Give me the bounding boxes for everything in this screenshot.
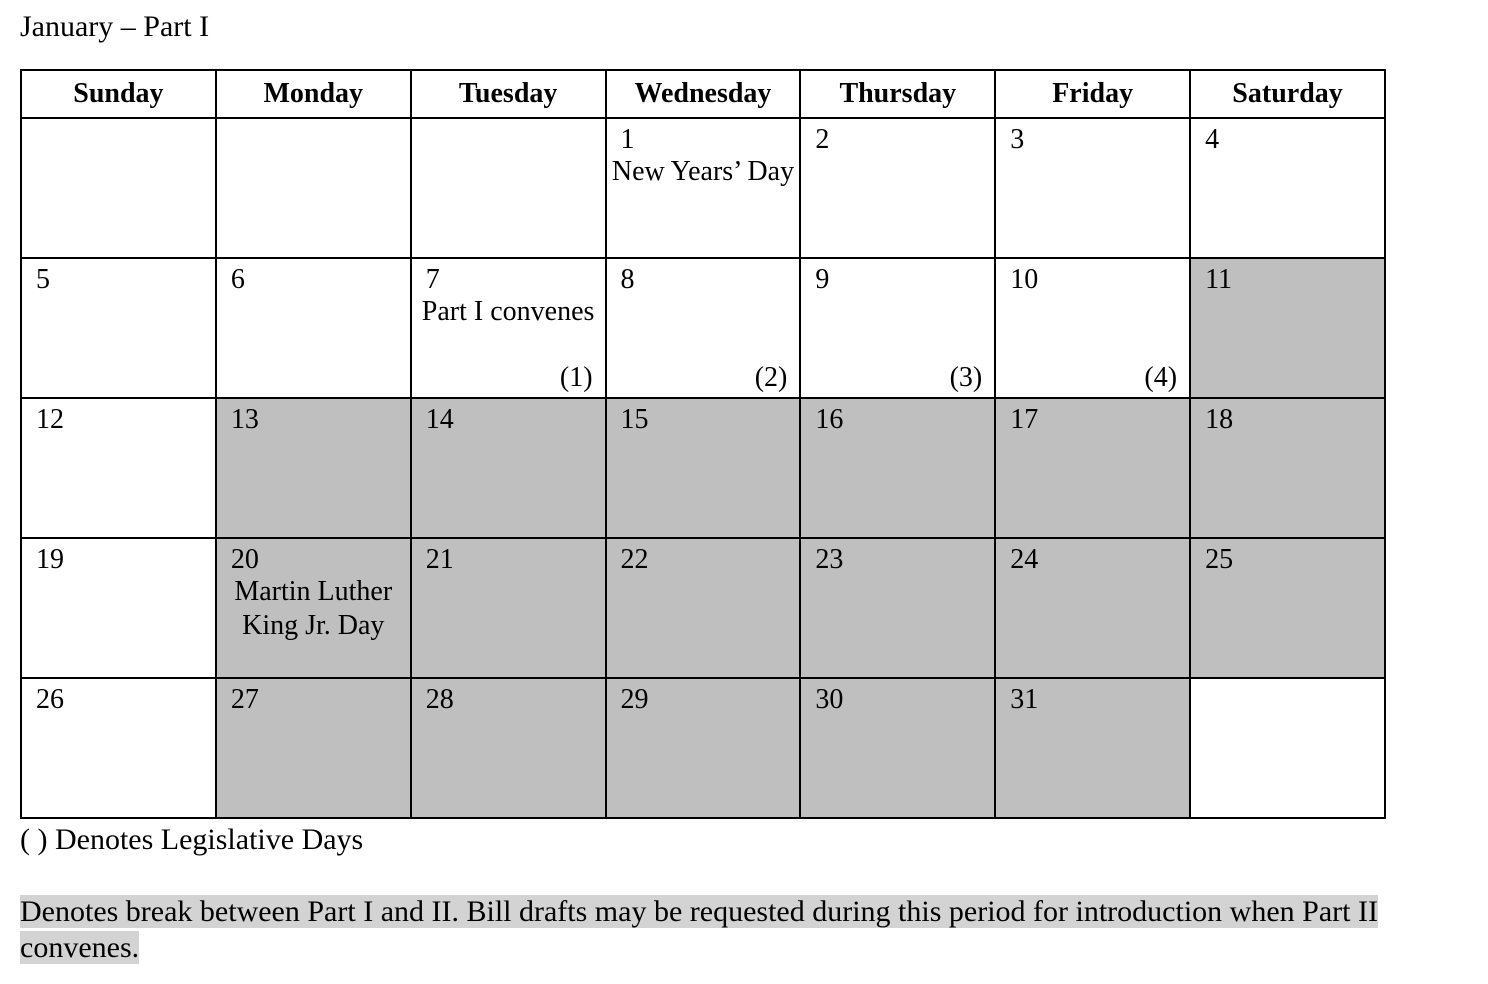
day-cell	[411, 118, 606, 258]
day-number: 17	[1010, 404, 1039, 435]
day-number: 21	[425, 544, 454, 575]
day-number: 2	[815, 124, 830, 155]
day-cell	[411, 538, 606, 678]
week-row	[21, 538, 1385, 678]
day-number: 3	[1010, 124, 1025, 155]
day-cell	[995, 398, 1190, 538]
day-number: 6	[230, 264, 245, 295]
day-number: 25	[1205, 544, 1234, 575]
day-number: 15	[620, 404, 649, 435]
day-cell	[606, 678, 801, 818]
day-cell	[21, 538, 216, 678]
day-number: 8	[620, 264, 635, 295]
day-cell	[995, 118, 1190, 258]
day-cell	[1190, 398, 1385, 538]
weekday-header: Wednesday	[606, 70, 801, 118]
day-cell	[216, 258, 411, 398]
day-number: 27	[230, 684, 259, 715]
day-cell	[411, 678, 606, 818]
day-number: 10	[1010, 264, 1039, 295]
legislative-day-marker: (3)	[949, 362, 983, 393]
day-cell	[995, 678, 1190, 818]
day-cell	[800, 398, 995, 538]
day-note: Martin Luther King Jr. Day	[234, 576, 393, 641]
day-number: 16	[815, 404, 844, 435]
weekday-header: Tuesday	[411, 70, 606, 118]
day-number: 4	[1205, 124, 1220, 155]
legend-text: ( ) Denotes Legislative Days	[20, 823, 364, 856]
day-cell	[1190, 678, 1385, 818]
day-number: 19	[36, 544, 64, 575]
day-cell	[995, 258, 1190, 398]
weekday-header-row	[21, 70, 1385, 118]
day-cell	[216, 118, 411, 258]
calendar-body	[21, 118, 1385, 818]
day-note: Part I convenes	[421, 296, 595, 327]
day-number: 9	[815, 264, 830, 295]
day-number: 11	[1205, 264, 1233, 295]
day-cell	[606, 258, 801, 398]
weekday-header: Sunday	[21, 70, 216, 118]
day-number: 20	[230, 544, 259, 575]
week-row	[21, 678, 1385, 818]
day-cell	[21, 398, 216, 538]
day-number: 30	[815, 684, 844, 715]
day-cell	[606, 118, 801, 258]
calendar-table	[20, 69, 1386, 819]
week-row	[21, 118, 1385, 258]
weekday-header: Friday	[995, 70, 1190, 118]
day-cell	[800, 258, 995, 398]
day-number: 18	[1205, 404, 1234, 435]
weekday-header: Thursday	[800, 70, 995, 118]
break-note-text: Denotes break between Part I and II. Bill drafts may be requested during this period for introduction when Part II convenes.	[20, 895, 1378, 964]
day-cell	[995, 538, 1190, 678]
weekday-header: Saturday	[1190, 70, 1385, 118]
day-number: 7	[425, 264, 440, 295]
day-cell	[216, 398, 411, 538]
day-cell	[411, 258, 606, 398]
day-cell	[606, 398, 801, 538]
day-number: 22	[620, 544, 649, 575]
legislative-day-marker: (1)	[559, 362, 593, 393]
day-number: 13	[230, 404, 259, 435]
day-cell	[21, 678, 216, 818]
week-row	[21, 398, 1385, 538]
day-cell	[800, 678, 995, 818]
week-row	[21, 258, 1385, 398]
day-cell	[800, 118, 995, 258]
break-note	[20, 894, 1475, 966]
day-cell	[800, 538, 995, 678]
page-title: January – Part I	[20, 10, 210, 43]
day-cell	[216, 538, 411, 678]
day-note: New Years’ Day	[611, 156, 795, 187]
day-cell	[21, 118, 216, 258]
day-cell	[411, 398, 606, 538]
day-cell	[606, 538, 801, 678]
day-number: 24	[1010, 544, 1039, 575]
day-number: 23	[815, 544, 844, 575]
day-number: 12	[36, 404, 64, 435]
legislative-day-marker: (2)	[754, 362, 788, 393]
day-number: 14	[425, 404, 454, 435]
day-cell	[21, 258, 216, 398]
day-cell	[1190, 538, 1385, 678]
weekday-header: Monday	[216, 70, 411, 118]
day-number: 5	[36, 264, 50, 295]
day-number: 31	[1010, 684, 1039, 715]
day-number: 29	[620, 684, 649, 715]
day-cell	[1190, 258, 1385, 398]
day-cell	[1190, 118, 1385, 258]
legislative-day-marker: (4)	[1144, 362, 1178, 393]
day-cell	[216, 678, 411, 818]
day-number: 1	[620, 124, 635, 155]
day-number: 26	[36, 684, 64, 715]
day-number: 28	[425, 684, 454, 715]
